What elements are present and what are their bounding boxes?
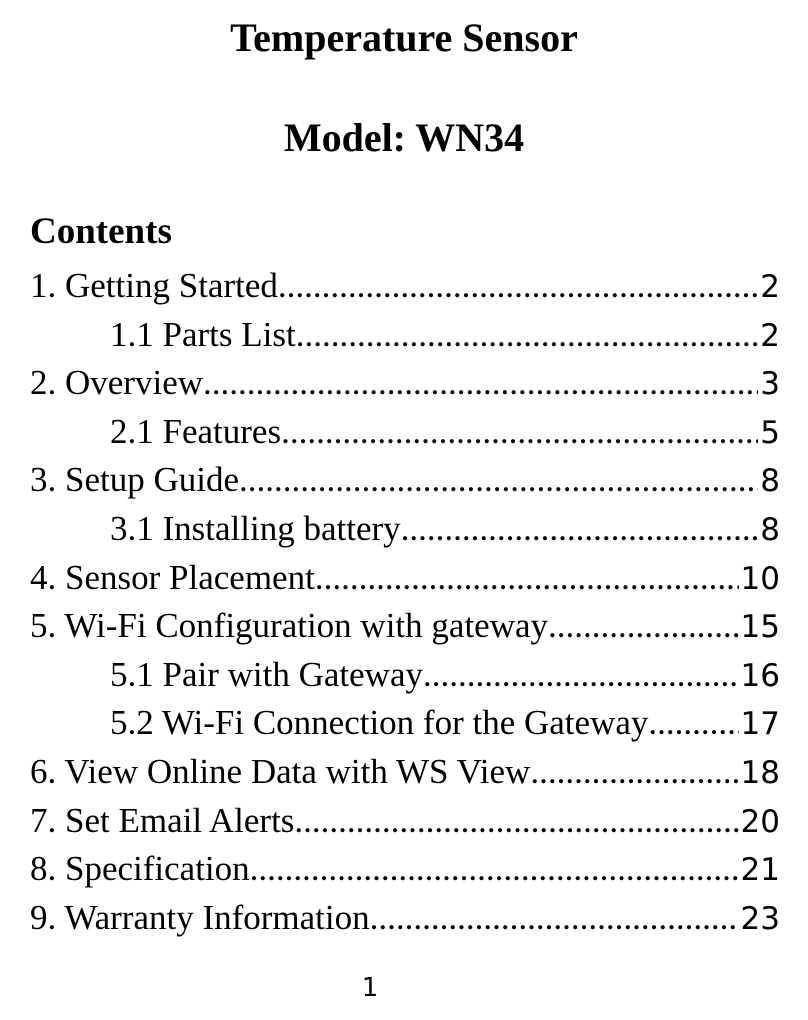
toc-entry[interactable] <box>30 359 780 408</box>
dot-leader <box>401 505 759 553</box>
toc-entry[interactable] <box>30 505 780 554</box>
toc-entry-label: 5. Wi-Fi Configuration with gateway <box>30 606 549 646</box>
toc-entry-label: 3.1 Installing battery <box>110 508 401 548</box>
dot-leader <box>423 651 739 699</box>
dot-leader <box>294 797 738 845</box>
toc-entry-page: 10 <box>740 560 780 597</box>
model-title: Model: WN34 <box>283 115 525 160</box>
toc-entry-page: 23 <box>740 900 780 937</box>
dot-leader <box>548 602 739 650</box>
toc-entry[interactable] <box>30 699 780 748</box>
toc-entry-page: 3 <box>760 366 780 403</box>
table-of-contents <box>30 262 780 942</box>
dot-leader <box>370 894 739 942</box>
toc-entry-page: 15 <box>740 609 780 646</box>
toc-entry[interactable] <box>30 554 780 603</box>
toc-entry-label: 8. Specification <box>30 849 250 889</box>
dot-leader <box>278 262 758 310</box>
toc-entry-page: 8 <box>760 511 780 548</box>
toc-entry-label: 5.2 Wi-Fi Connection for the Gateway <box>110 703 649 743</box>
toc-entry[interactable] <box>30 602 780 651</box>
dot-leader <box>296 311 759 359</box>
toc-entry-page: 21 <box>740 852 780 889</box>
toc-entry-page: 16 <box>740 657 780 694</box>
dot-leader <box>239 456 758 504</box>
toc-entry[interactable] <box>30 894 780 943</box>
toc-entry-label: 4. Sensor Placement <box>30 557 315 597</box>
toc-entry[interactable] <box>30 748 780 797</box>
dot-leader <box>648 699 738 747</box>
dot-leader <box>281 408 758 456</box>
toc-entry[interactable] <box>30 408 780 457</box>
dot-leader <box>203 359 758 407</box>
document-title: Temperature Sensor <box>230 15 578 60</box>
toc-entry-page: 18 <box>740 754 780 791</box>
toc-entry-page: 8 <box>760 463 780 500</box>
toc-entry-label: 1. Getting Started <box>30 266 278 305</box>
toc-entry-page: 5 <box>760 414 780 451</box>
contents-heading: Contents <box>30 211 172 252</box>
toc-entry-label: 1.1 Parts List <box>110 314 296 354</box>
toc-entry-page: 2 <box>760 317 780 354</box>
toc-entry[interactable] <box>30 456 780 505</box>
toc-entry-page: 17 <box>740 706 780 743</box>
dot-leader <box>315 554 739 602</box>
dot-leader <box>530 748 738 796</box>
toc-entry-label: 2. Overview <box>30 363 204 403</box>
toc-entry-label: 5.1 Pair with Gateway <box>110 654 423 694</box>
toc-entry-label: 7. Set Email Alerts <box>30 800 295 840</box>
page-number: 1 <box>361 973 379 1003</box>
toc-entry-page: 20 <box>740 803 780 840</box>
toc-entry-label: 2.1 Features <box>110 411 282 451</box>
dot-leader <box>250 845 739 893</box>
toc-entry-label: 3. Setup Guide <box>30 460 240 500</box>
toc-entry[interactable] <box>30 651 780 700</box>
toc-entry[interactable] <box>30 797 780 846</box>
toc-entry[interactable] <box>30 262 780 311</box>
toc-entry[interactable] <box>30 845 780 894</box>
toc-entry-label: 6. View Online Data with WS View <box>30 751 531 791</box>
toc-entry[interactable] <box>30 311 780 360</box>
toc-entry-page: 2 <box>760 269 780 305</box>
toc-entry-label: 9. Warranty Information <box>30 897 370 937</box>
